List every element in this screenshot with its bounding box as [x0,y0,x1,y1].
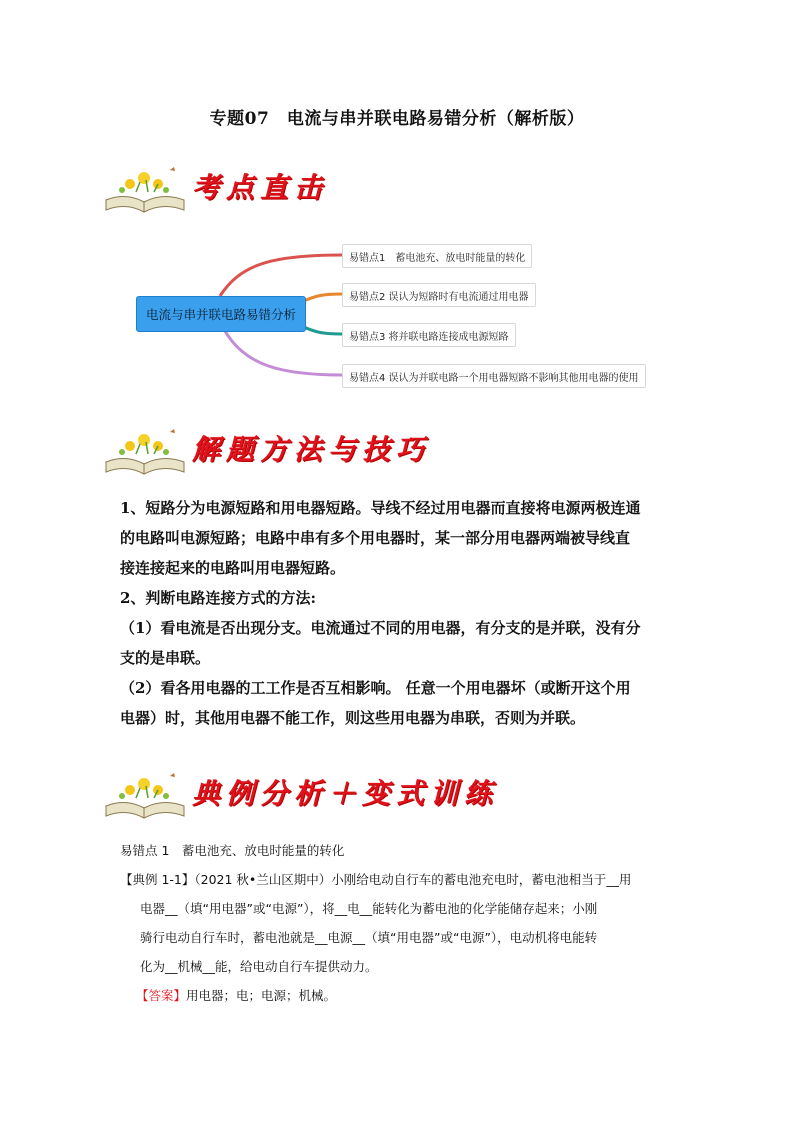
methods-paragraph: （2）看各用电器的工工作是否互相影响。 任意一个用电器坏（或断开这个用 [120,679,631,697]
answer-blank: __电__ [334,901,373,916]
example-point-title: 易错点 1 蓄电池充、放电时能量的转化 [120,843,345,858]
methods-paragraph: （1）看电流是否出现分支。电流通过不同的用电器，有分支的是并联，没有分 [120,619,641,637]
mind-map-root: 电流与串并联电路易错分析 [136,296,306,332]
example-text: 能转化为蓄电池的化学能储存起来；小刚 [372,901,598,916]
mind-map-node-3: 易错点3 将并联电路连接成电源短路 [342,323,516,347]
methods-paragraph: 电器）时，其他用电器不能工作，则这些用电器为串联，否则为并联。 [120,709,586,727]
page-title: 专题07 电流与串并联电路易错分析（解析版） [209,109,585,129]
methods-paragraph: 支的是串联。 [120,649,211,667]
answer-blank: __用 [606,872,632,887]
example-block [120,836,680,1010]
answer-blank: __机械__ [165,959,216,974]
example-text: 能，给电动自行车提供动力。 [215,959,378,974]
answer-label: 【答案】 [136,988,187,1003]
answer-text: 用电器；电；电源；机械。 [186,988,337,1003]
example-text: （填“用电器”或“电源”），电动机将电能转 [365,930,598,945]
methods-text [120,493,680,733]
answer-line [120,981,680,1010]
book-flowers-icon [100,766,190,822]
example-line-3 [120,923,680,952]
book-flowers-icon [100,422,190,478]
section-heading: 典例分析＋变式训练 [192,777,499,810]
methods-paragraph: 的电路叫电源短路；电路中串有多个用电器时，某一部分用电器两端被导线直 [120,529,631,547]
section-banner-examples [100,766,500,822]
methods-paragraph: 1、短路分为电源短路和用电器短路。导线不经过用电器而直接将电源两极连通 [120,499,641,517]
answer-blank: 电器__ [140,901,178,916]
example-line-4 [120,952,680,981]
answer-blank: __电源__ [315,930,366,945]
example-line-1 [120,865,680,894]
example-text: 骑行电动自行车时，蓄电池就是 [140,930,316,945]
section-banner-methods [100,422,500,478]
section-banner-kaodian [100,160,500,216]
methods-paragraph: 2、判断电路连接方式的方法: [120,589,316,607]
example-text: （2021 秋•兰山区期中）小刚给电动自行车的蓄电池充电时，蓄电池相当于 [194,872,607,887]
example-text: （填“用电器”或“电源”），将 [177,901,335,916]
section-heading: 解题方法与技巧 [192,433,431,466]
example-line-2 [120,894,680,923]
mind-map-node-1: 易错点1 蓄电池充、放电时能量的转化 [342,244,532,268]
example-label: 【典例 1-1】 [120,872,195,887]
methods-paragraph: 接连接起来的电路叫用电器短路。 [120,559,346,577]
example-text: 化为 [140,959,166,974]
section-heading: 考点直击 [192,171,329,204]
mind-map-node-2: 易错点2 误认为短路时有电流通过用电器 [342,283,536,307]
mind-map [0,235,794,395]
mind-map-node-4: 易错点4 误认为并联电路一个用电器短路不影响其他用电器的使用 [342,364,646,388]
book-flowers-icon [100,160,190,216]
